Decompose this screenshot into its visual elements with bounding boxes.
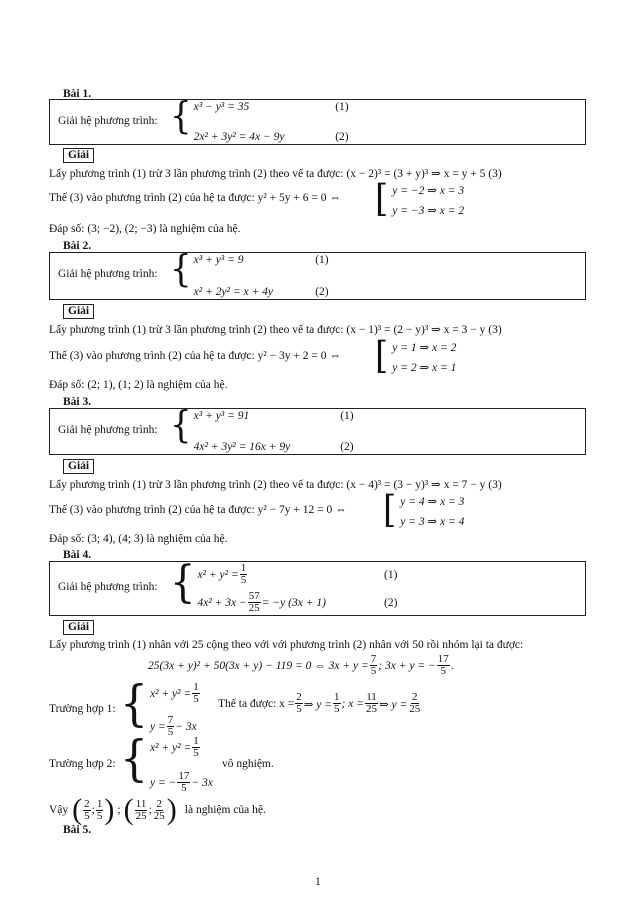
solution-line: Thế (3) vào phương trình (2) của hệ ta được: y² − 3y + 2 = 0 ⇔ bbox=[49, 350, 341, 362]
fraction-numerator: 1 bbox=[334, 691, 340, 703]
problem-2-system: { x³ + y³ = 9 (1) x² + 2y² = x + 4y (2) bbox=[170, 247, 329, 298]
fraction-denominator: 5 bbox=[440, 665, 446, 677]
case-line: y = −2 ⇒ x = 3 bbox=[392, 185, 465, 197]
giai-label: Giải bbox=[63, 459, 94, 474]
eq1: x³ + y³ = 91 bbox=[193, 410, 250, 422]
case-2-system: { x² + y² = $\frac{1}{5}$ y = − $\frac{17}{5}$ − 3x bbox=[120, 730, 213, 794]
eq-number: (1) bbox=[315, 254, 329, 266]
solution-line: Thế (3) vào phương trình (2) của hệ ta được: y² − 7y + 12 = 0 ⇔ bbox=[49, 504, 347, 516]
giai-label: Giải bbox=[63, 620, 94, 635]
case-line: y = 4 ⇒ x = 3 bbox=[400, 496, 465, 508]
page-number: 1 bbox=[315, 876, 321, 888]
fraction-numerator: 1 bbox=[193, 735, 199, 747]
fraction-denominator: 5 bbox=[96, 809, 103, 822]
eq2-rest: = −y (3x + 1) bbox=[261, 596, 326, 609]
problem-3-system: { x³ + y³ = 91 (1) 4x² + 3y² = 16x + 9y (2) bbox=[170, 403, 354, 453]
vay-word: Vậy bbox=[49, 804, 69, 816]
conclusion-end: là nghiệm của hệ. bbox=[184, 804, 266, 816]
case-bracket: [ y = −2 ⇒ x = 3 y = −3 ⇒ x = 2 bbox=[375, 176, 465, 221]
case-1-result bbox=[218, 692, 422, 715]
fraction-denominator: 25 bbox=[248, 602, 260, 614]
fraction-numerator: 2 bbox=[412, 691, 418, 703]
eq-number: (1) bbox=[335, 101, 349, 113]
case-1-label: Trường hợp 1: bbox=[49, 703, 116, 715]
expr: − 3x bbox=[191, 776, 213, 789]
eq-number: (2) bbox=[384, 596, 398, 609]
fraction-denominator: 5 bbox=[193, 747, 199, 759]
answer-line: Đáp số: (3; −2), (2; −3) là nghiệm của hệ. bbox=[49, 223, 241, 235]
fraction-numerator: 1 bbox=[96, 797, 103, 810]
fraction-numerator: 2 bbox=[84, 797, 90, 810]
solution-equation: 25(3x + y)² + 50(3x + y) − 119 = 0 ⇔ 3x + y = $\frac{7}{5}$ ; 3x + y = − $\frac{17}{5}$ . bbox=[148, 653, 454, 677]
case-line: y = 2 ⇒ x = 1 bbox=[392, 362, 457, 374]
solution-line: Lấy phương trình (1) nhân với 25 cộng theo với với phương trình (2) nhân với 50 rồi nhóm lại ta được: bbox=[49, 639, 524, 651]
eq1: x³ + y³ = 9 bbox=[193, 254, 244, 266]
fraction-numerator: 17 bbox=[437, 653, 449, 665]
fraction-numerator: 1 bbox=[240, 562, 247, 574]
fraction-numerator: 1 bbox=[193, 681, 199, 693]
eq-number: (2) bbox=[315, 286, 329, 298]
fraction-numerator: 7 bbox=[370, 653, 377, 665]
eq2: 4x² + 3x − bbox=[197, 596, 247, 609]
fraction-numerator: 2 bbox=[296, 691, 302, 703]
problem-2-title: Bài 2. bbox=[63, 240, 92, 252]
eq1: x² + y² = bbox=[197, 568, 239, 581]
answer-line: Đáp số: (2; 1), (1; 2) là nghiệm của hệ. bbox=[49, 379, 228, 391]
solution-line: Lấy phương trình (1) trừ 3 lần phương trình (2) theo vế ta được: (x − 4)³ = (3 − y)³ ⇒ x = 7 − y (3) bbox=[49, 479, 502, 491]
case-line: y = 1 ⇒ x = 2 bbox=[392, 342, 457, 354]
fraction-denominator: 25 bbox=[135, 809, 147, 822]
fraction-numerator: 11 bbox=[135, 797, 147, 810]
fraction-numerator: 11 bbox=[366, 691, 377, 703]
problem-1-prompt: Giải hệ phương trình: bbox=[58, 115, 158, 127]
answer-line: Đáp số: (3; 4), (4; 3) là nghiệm của hệ. bbox=[49, 533, 228, 545]
problem-4-system: { x² + y² = $\frac{1}{5}$ (1) 4x² + 3x − $\frac{57}{25}$ = −y (3x + 1) (2) bbox=[170, 557, 398, 614]
fraction-denominator: 5 bbox=[84, 809, 90, 822]
eq-number: (1) bbox=[340, 410, 354, 422]
fraction-denominator: 5 bbox=[181, 782, 187, 794]
case-2-label: Trường hợp 2: bbox=[49, 758, 116, 770]
eq2: x² + 2y² = x + 4y bbox=[193, 286, 273, 298]
problem-3-prompt: Giải hệ phương trình: bbox=[58, 424, 158, 436]
eq2: 4x² + 3y² = 16x + 9y bbox=[193, 441, 291, 453]
expr: ; 3x + y = − bbox=[378, 659, 436, 672]
giai-label: Giải bbox=[63, 148, 94, 163]
expr: ⇒ y = bbox=[379, 698, 408, 711]
fraction-numerator: 2 bbox=[156, 797, 163, 810]
problem-3-title: Bài 3. bbox=[63, 396, 92, 408]
fraction-denominator: 5 bbox=[334, 703, 340, 715]
expr: 25(3x + y)² + 50(3x + y) − 119 = 0 ⇔ 3x + y = bbox=[148, 659, 369, 672]
expr: ⇒ y = bbox=[303, 698, 333, 711]
problem-2-prompt: Giải hệ phương trình: bbox=[58, 268, 158, 280]
fraction-numerator: 57 bbox=[248, 590, 260, 602]
solution-line: Lấy phương trình (1) trừ 3 lần phương trình (2) theo vế ta được: (x − 1)³ = (2 − y)³ ⇒ x = 3 − y (3) bbox=[49, 324, 502, 336]
case-2-result: vô nghiệm. bbox=[222, 758, 274, 770]
eq-number: (2) bbox=[340, 441, 354, 453]
solution-line: Lấy phương trình (1) trừ 3 lần phương trình (2) theo vế ta được: (x − 2)³ = (3 + y)³ ⇒ x = y + 5 (3) bbox=[49, 168, 502, 180]
fraction-numerator: 7 bbox=[167, 714, 174, 726]
fraction-denominator: 5 bbox=[370, 665, 377, 677]
fraction-denominator: 5 bbox=[296, 703, 302, 715]
case-1-system: { x² + y² = $\frac{1}{5}$ y = $\frac{7}{5}$ − 3x bbox=[120, 675, 199, 738]
problem-1-system: { x³ − y³ = 35 (1) 2x² + 3y² = 4x − 9y (2) bbox=[170, 94, 349, 143]
fraction-denominator: 25 bbox=[409, 703, 421, 715]
fraction-numerator: 17 bbox=[178, 770, 190, 782]
case-line: y = 3 ⇒ x = 4 bbox=[400, 516, 465, 528]
fraction-denominator: 25 bbox=[366, 703, 377, 715]
fraction-denominator: 5 bbox=[240, 574, 247, 586]
expr: Thế ta được: x = bbox=[218, 697, 295, 710]
conclusion-line: Vậy ( $\frac{2}{5}$ ; $\frac{1}{5}$ ) ; ( $\frac{11}{25}$ ; $\frac{2}{25}$ ) là nghiệm của hệ. bbox=[49, 793, 266, 826]
giai-label: Giải bbox=[63, 304, 94, 319]
problem-4-prompt: Giải hệ phương trình: bbox=[58, 581, 158, 593]
case-line: y = −3 ⇒ x = 2 bbox=[392, 205, 465, 217]
eq1: x³ − y³ = 35 bbox=[193, 101, 250, 113]
problem-5-title: Bài 5. bbox=[63, 824, 92, 836]
eq-number: (2) bbox=[335, 131, 349, 143]
problem-4-title: Bài 4. bbox=[63, 549, 92, 561]
eq-number: (1) bbox=[384, 568, 398, 581]
fraction-denominator: 5 bbox=[193, 693, 199, 705]
expr: − 3x bbox=[175, 720, 197, 733]
expr: y = − bbox=[150, 776, 177, 789]
expr: x² + y² = bbox=[150, 687, 192, 700]
expr: x² + y² = bbox=[150, 741, 192, 754]
fraction-denominator: 25 bbox=[153, 809, 165, 822]
expr: y = bbox=[150, 720, 166, 733]
case-bracket: [ y = 1 ⇒ x = 2 y = 2 ⇒ x = 1 bbox=[375, 333, 457, 378]
eq2: 2x² + 3y² = 4x − 9y bbox=[193, 131, 285, 143]
fraction-denominator: 5 bbox=[167, 726, 174, 738]
case-bracket: [ y = 4 ⇒ x = 3 y = 3 ⇒ x = 4 bbox=[383, 487, 465, 532]
problem-1-title: Bài 1. bbox=[63, 88, 92, 100]
solution-line: Thế (3) vào phương trình (2) của hệ ta được: y² + 5y + 6 = 0 ⇔ bbox=[49, 192, 341, 204]
expr: ; x = bbox=[341, 697, 364, 710]
